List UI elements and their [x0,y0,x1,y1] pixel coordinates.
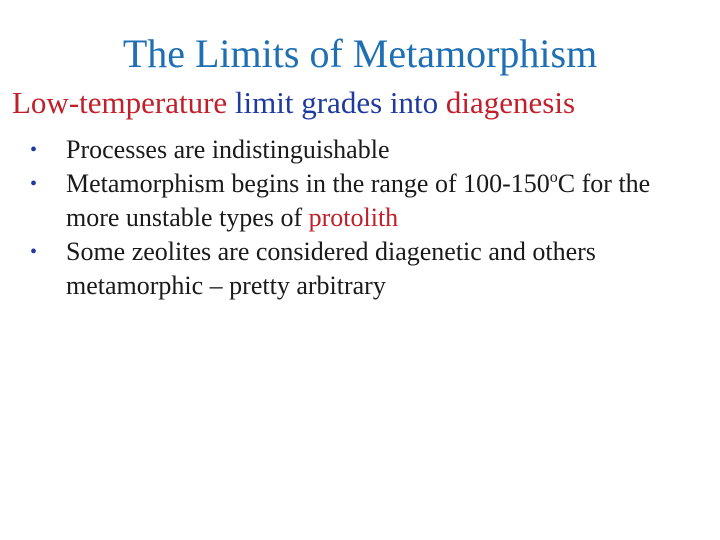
subtitle-highlight-diagenesis: diagenesis [445,85,576,120]
slide-title: The Limits of Metamorphism [122,31,598,76]
bullet-list [30,133,680,303]
bullet-item [30,167,680,235]
bullet-text: Processes are indistinguishable [66,135,390,164]
subtitle-text: limit grades into [227,85,446,120]
highlight-protolith: protolith [308,203,399,232]
bullet-item [30,133,680,167]
bullet-text: Metamorphism begins in the range of 100-150 [66,169,550,198]
subtitle-highlight-low-temperature: Low-temperature [12,85,228,120]
bullet-item [30,235,680,303]
bullet-marker: • [30,139,38,161]
bullet-marker: • [30,241,38,263]
slide-subtitle [12,83,575,123]
bullet-text-continued: C for the more unstable types of [66,169,651,232]
degree-superscript: o [549,169,558,186]
bullet-marker: • [30,173,38,195]
bullet-text: Some zeolites are considered diagenetic and others metamorphic – pretty arbitrary [66,237,596,300]
